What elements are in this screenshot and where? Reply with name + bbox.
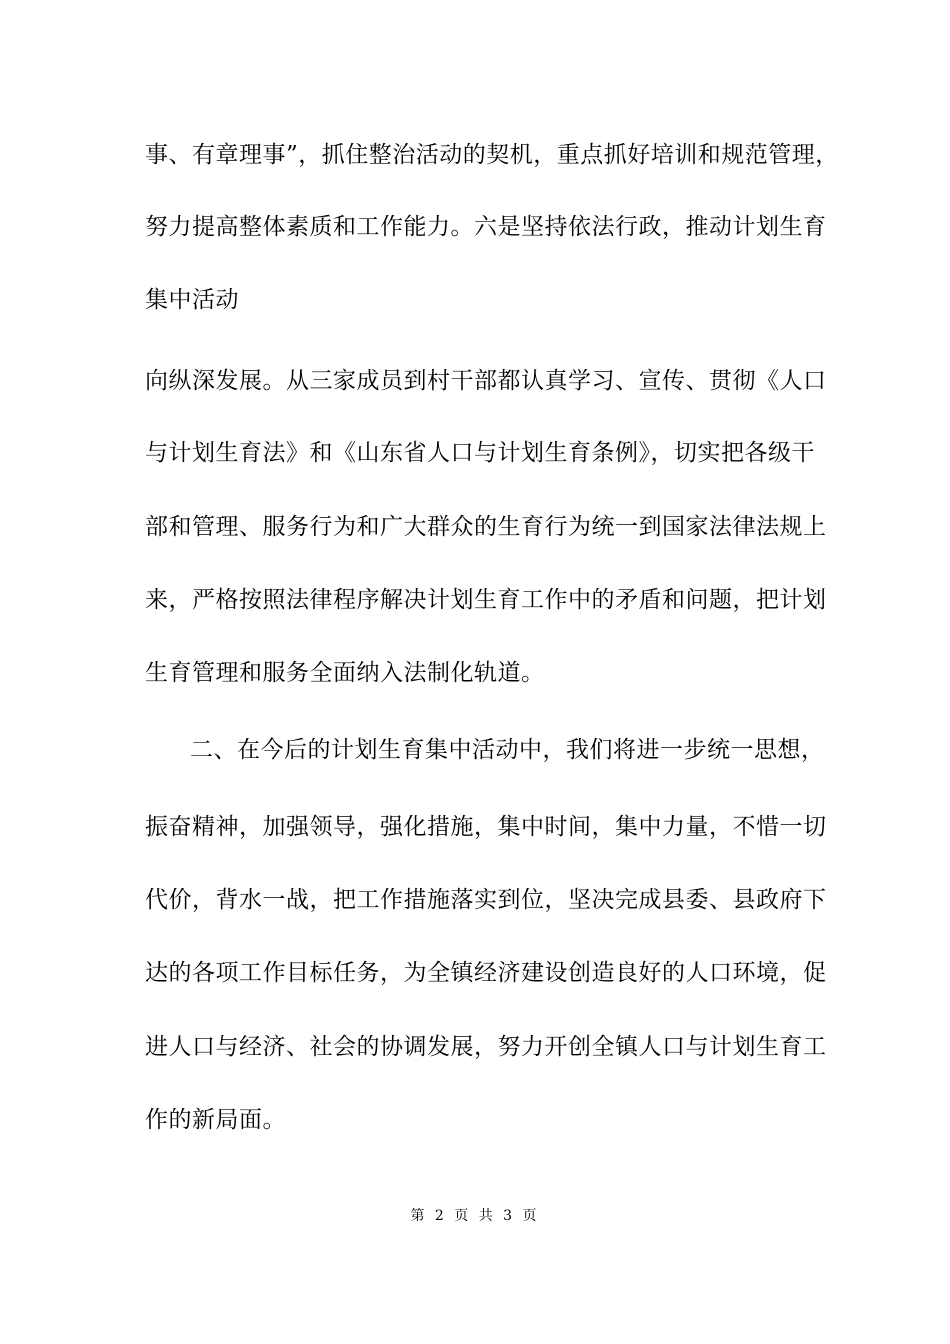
body-text-line: 部和管理、服务行为和广大群众的生育行为统一到国家法律法规上 bbox=[145, 514, 827, 540]
body-text-line: 事、有章理事”，抓住整治活动的契机，重点抓好培训和规范管理， bbox=[145, 142, 839, 168]
body-text-line: 达的各项工作目标任务，为全镇经济建设创造良好的人口环境，促 bbox=[145, 960, 827, 986]
body-text-line: 作的新局面。 bbox=[145, 1107, 286, 1133]
body-text-line: 代价，背水一战，把工作措施落实到位，坚决完成县委、县政府下 bbox=[145, 887, 827, 913]
body-text-line: 生育管理和服务全面纳入法制化轨道。 bbox=[145, 660, 545, 686]
body-text-line: 努力提高整体素质和工作能力。六是坚持依法行政，推动计划生育 bbox=[145, 214, 827, 240]
body-text-line: 振奋精神，加强领导，强化措施，集中时间，集中力量，不惜一切 bbox=[145, 814, 827, 840]
body-text-line: 进人口与经济、社会的协调发展，努力开创全镇人口与计划生育工 bbox=[145, 1034, 827, 1060]
body-text-line: 二、在今后的计划生育集中活动中，我们将进一步统一思想， bbox=[190, 737, 825, 763]
page-number-footer: 第 2 页 共 3 页 bbox=[410, 1208, 540, 1224]
body-text-line: 向纵深发展。从三家成员到村干部都认真学习、宣传、贯彻《人口 bbox=[145, 368, 827, 394]
body-text-line: 来，严格按照法律程序解决计划生育工作中的矛盾和问题，把计划 bbox=[145, 587, 827, 613]
body-text-line: 集中活动 bbox=[145, 287, 239, 313]
body-text-line: 与计划生育法》和《山东省人口与计划生育条例》，切实把各级干 bbox=[145, 440, 815, 466]
